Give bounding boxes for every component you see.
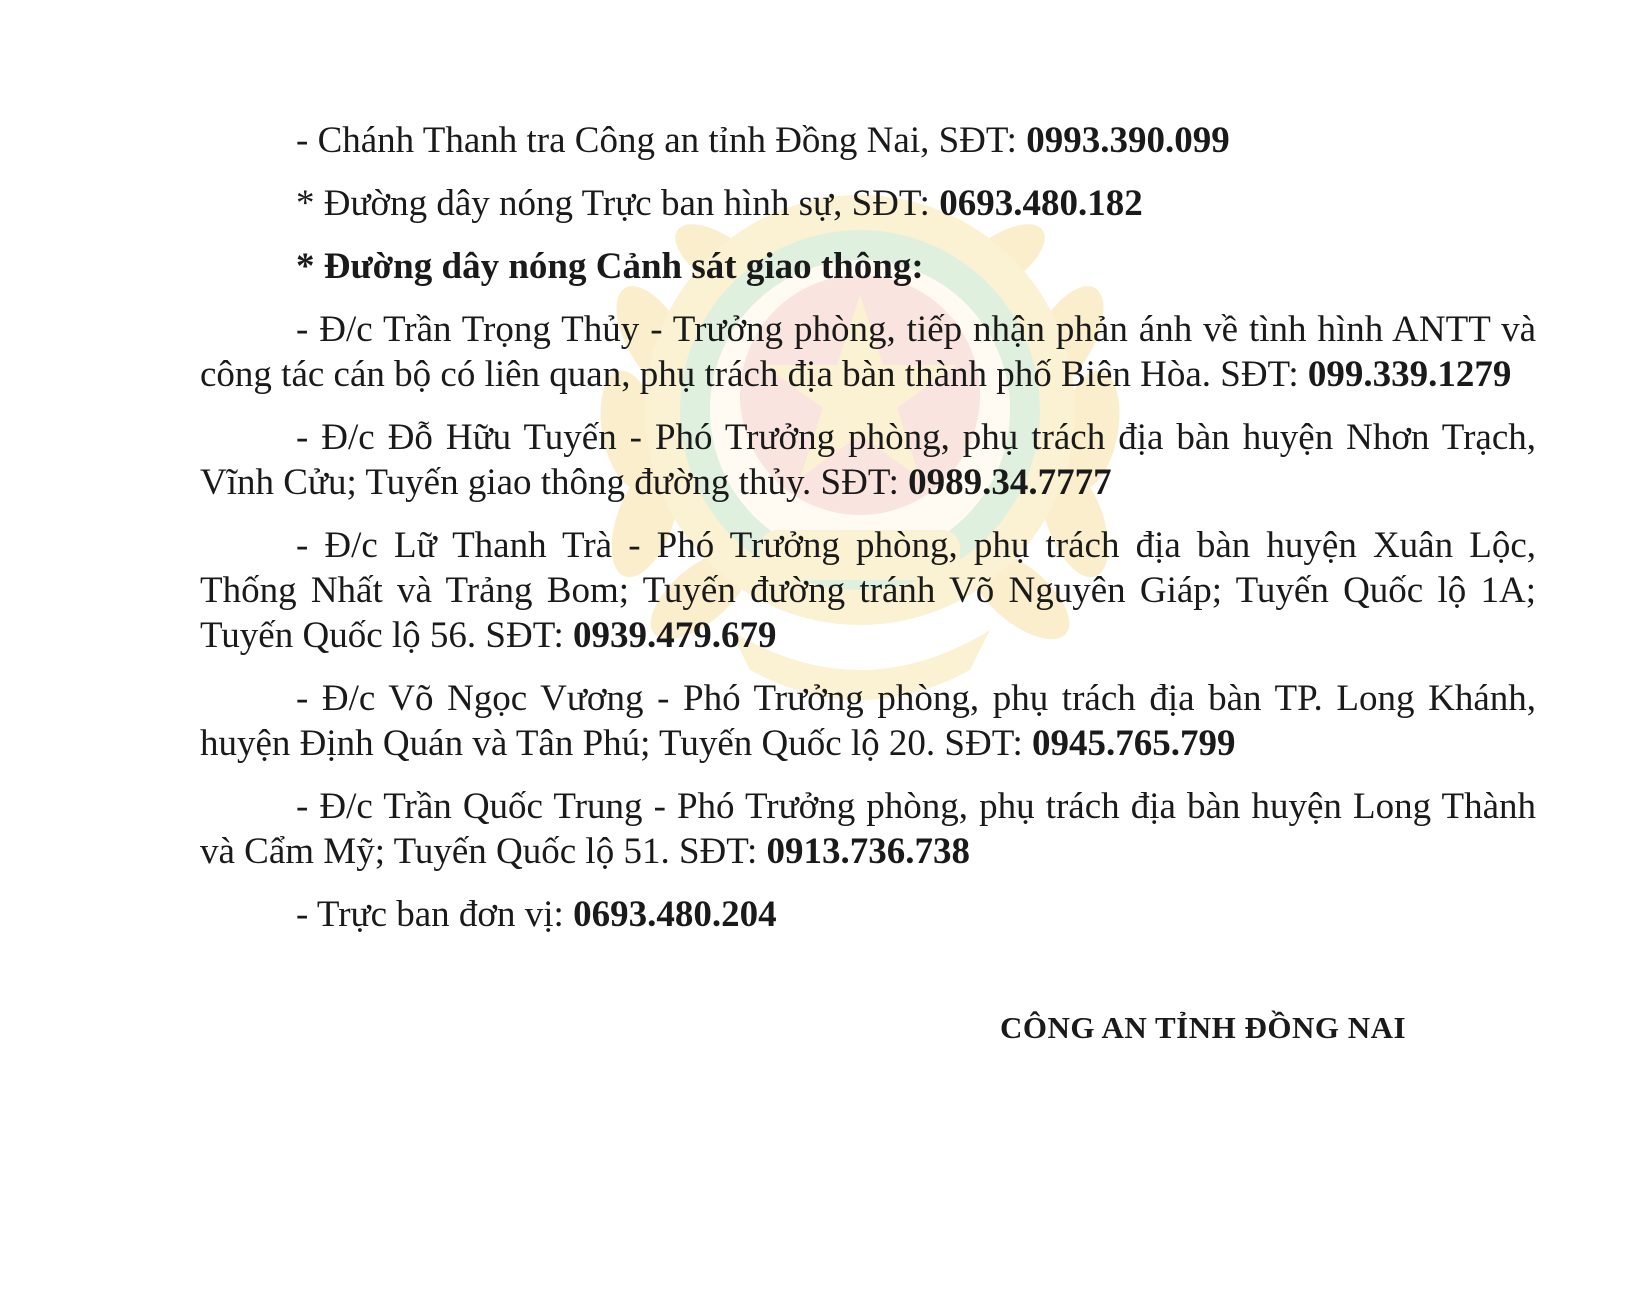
inspector-label: - Chánh Thanh tra Công an tỉnh Đồng Nai, SĐT: xyxy=(296,120,1027,161)
officer-phone: 0989.34.7777 xyxy=(908,462,1112,503)
officer-phone: 0945.765.799 xyxy=(1032,723,1236,764)
officer-description: - Đ/c Đỗ Hữu Tuyến - Phó Trưởng phòng, phụ trách địa bàn huyện Nhơn Trạch, Vĩnh Cửu; Tuyến giao thông đường thủy. SĐT: xyxy=(200,417,1536,503)
criminal-duty-phone: 0693.480.182 xyxy=(939,183,1143,224)
criminal-duty-label: * Đường dây nóng Trực ban hình sự, SĐT: xyxy=(296,183,940,224)
duty-unit-line xyxy=(200,892,1536,937)
officer-description: - Đ/c Võ Ngọc Vương - Phó Trưởng phòng, phụ trách địa bàn TP. Long Khánh, huyện Định Quán và Tân Phú; Tuyến Quốc lộ 20. SĐT: xyxy=(200,678,1536,764)
duty-unit-label: - Trực ban đơn vị: xyxy=(296,894,574,935)
officer-phone: 0939.479.679 xyxy=(572,615,777,656)
officer-phone: 099.339.1279 xyxy=(1307,354,1512,395)
criminal-duty-line xyxy=(200,181,1536,226)
traffic-hotline-heading: * Đường dây nóng Cảnh sát giao thông: xyxy=(296,246,924,287)
duty-unit-phone: 0693.480.204 xyxy=(573,894,777,935)
officer-entry xyxy=(200,523,1536,658)
signature-block: CÔNG AN TỈNH ĐỒNG NAI xyxy=(1000,1010,1407,1045)
officer-entry xyxy=(200,784,1536,874)
officer-phone: 0913.736.738 xyxy=(766,831,971,872)
officer-description: - Đ/c Lữ Thanh Trà - Phó Trưởng phòng, phụ trách địa bàn huyện Xuân Lộc, Thống Nhất và Trảng Bom; Tuyến đường tránh Võ Nguyên Giáp; Tuyến Quốc lộ 1A; Tuyến Quốc lộ 56. SĐT: xyxy=(200,525,1536,656)
officer-entry xyxy=(200,676,1536,766)
document-body xyxy=(200,118,1536,955)
officer-entry xyxy=(200,307,1536,397)
inspector-line xyxy=(200,118,1536,163)
officer-entry xyxy=(200,415,1536,505)
inspector-phone: 0993.390.099 xyxy=(1026,120,1230,161)
officer-description: - Đ/c Trần Trọng Thủy - Trưởng phòng, tiếp nhận phản ánh về tình hình ANTT và công tác cán bộ có liên quan, phụ trách địa bàn thành phố Biên Hòa. SĐT: xyxy=(200,309,1536,395)
officer-description: - Đ/c Trần Quốc Trung - Phó Trưởng phòng, phụ trách địa bàn huyện Long Thành và Cẩm Mỹ; Tuyến Quốc lộ 51. SĐT: xyxy=(200,786,1536,872)
